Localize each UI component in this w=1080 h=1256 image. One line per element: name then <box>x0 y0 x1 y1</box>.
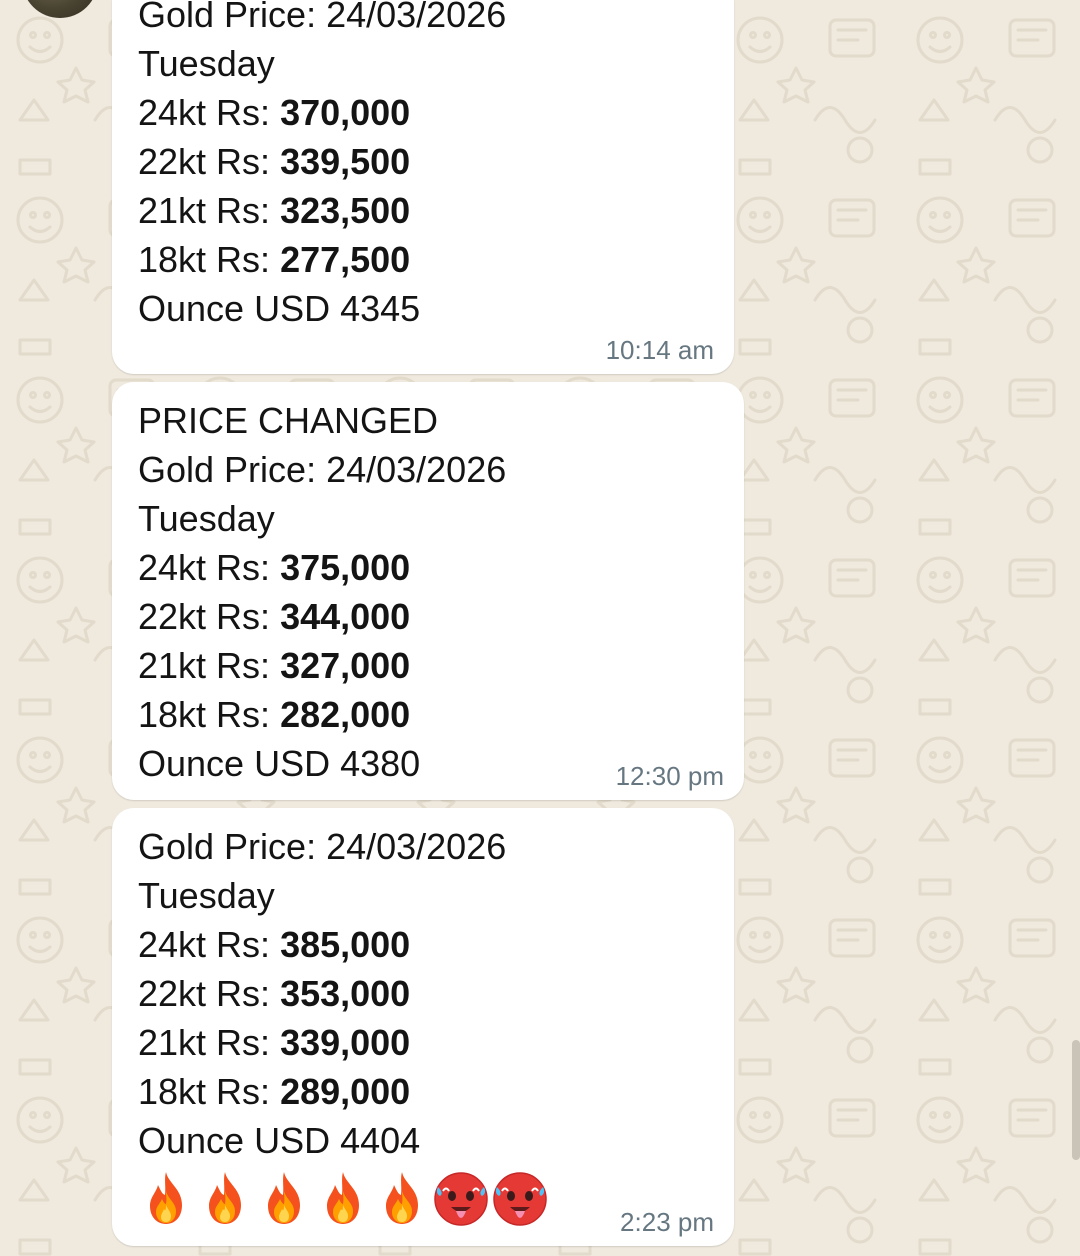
scrollbar[interactable] <box>1072 1040 1080 1160</box>
fire-icon <box>197 1169 253 1227</box>
message-bubble[interactable] <box>112 382 744 800</box>
hot-face-icon <box>492 1169 548 1227</box>
price-line-24kt <box>138 88 714 137</box>
price-line-24kt <box>138 543 724 592</box>
price-line-18kt <box>138 235 714 284</box>
price-label: 22kt Rs: <box>138 141 281 182</box>
fire-icon <box>315 1169 371 1227</box>
ounce-line: Ounce USD 4345 <box>138 288 421 329</box>
price-label: 24kt Rs: <box>138 92 281 133</box>
price-line-18kt <box>138 1067 714 1116</box>
date-line: Gold Price: 24/03/2026 <box>138 0 507 35</box>
price-line-21kt <box>138 1018 714 1067</box>
date-line: Gold Price: 24/03/2026 <box>138 449 507 490</box>
price-label: 24kt Rs: <box>138 924 281 965</box>
price-value: 370,000 <box>280 92 411 133</box>
price-line-24kt <box>138 920 714 969</box>
message-bubble[interactable] <box>112 0 734 374</box>
price-value: 385,000 <box>280 924 411 965</box>
message-timestamp: 10:14 am <box>605 335 714 365</box>
message-text <box>138 396 724 788</box>
price-label: 21kt Rs: <box>138 1022 281 1063</box>
price-label: 21kt Rs: <box>138 645 281 686</box>
message-timestamp: 2:23 pm <box>620 1207 714 1237</box>
price-line-22kt <box>138 137 714 186</box>
price-line-21kt <box>138 641 724 690</box>
message-text <box>138 822 714 1229</box>
ounce-line: Ounce USD 4380 <box>138 743 421 784</box>
price-line-18kt <box>138 690 724 739</box>
day-line: Tuesday <box>138 875 275 916</box>
price-value: 339,500 <box>280 141 411 182</box>
ounce-line: Ounce USD 4404 <box>138 1120 421 1161</box>
price-label: 18kt Rs: <box>138 239 281 280</box>
price-label: 18kt Rs: <box>138 1071 281 1112</box>
hot-face-icon <box>433 1169 489 1227</box>
message-text <box>138 0 714 333</box>
price-value: 344,000 <box>280 596 411 637</box>
message-timestamp: 12:30 pm <box>615 761 724 791</box>
day-line: Tuesday <box>138 498 275 539</box>
price-label: 22kt Rs: <box>138 596 281 637</box>
price-value: 282,000 <box>280 694 411 735</box>
price-changed-line: PRICE CHANGED <box>138 400 439 441</box>
price-line-21kt <box>138 186 714 235</box>
price-label: 21kt Rs: <box>138 190 281 231</box>
price-label: 18kt Rs: <box>138 694 281 735</box>
price-value: 353,000 <box>280 973 411 1014</box>
price-label: 22kt Rs: <box>138 973 281 1014</box>
fire-icon <box>138 1169 194 1227</box>
price-label: 24kt Rs: <box>138 547 281 588</box>
price-value: 339,000 <box>280 1022 411 1063</box>
price-line-22kt <box>138 969 714 1018</box>
price-value: 323,500 <box>280 190 411 231</box>
price-value: 327,000 <box>280 645 411 686</box>
message-bubble[interactable] <box>112 808 734 1246</box>
price-value: 277,500 <box>280 239 411 280</box>
fire-icon <box>374 1169 430 1227</box>
price-line-22kt <box>138 592 724 641</box>
day-line: Tuesday <box>138 43 275 84</box>
date-line: Gold Price: 24/03/2026 <box>138 826 507 867</box>
price-value: 289,000 <box>280 1071 411 1112</box>
price-value: 375,000 <box>280 547 411 588</box>
fire-icon <box>256 1169 312 1227</box>
